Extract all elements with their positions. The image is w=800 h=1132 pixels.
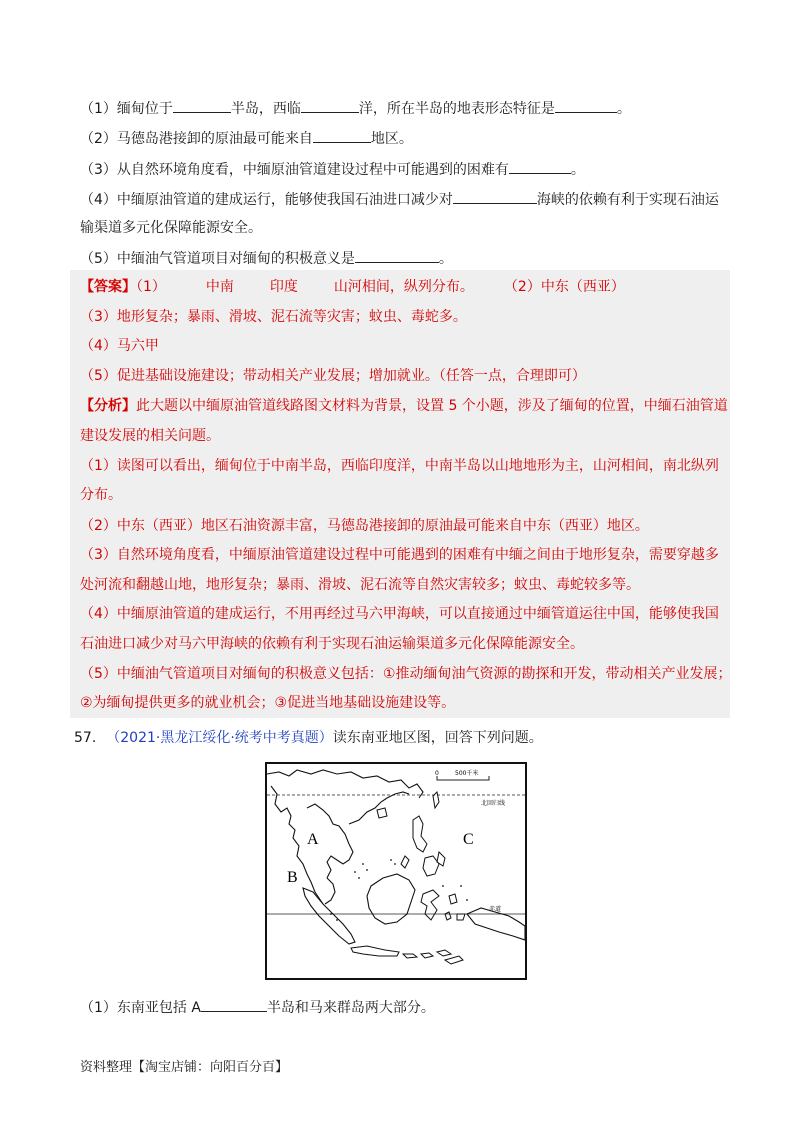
q1-text-b: 半岛，西临 [230, 101, 301, 117]
q1-text-c: 洋，所在半岛的地表形态特征是 [358, 101, 555, 117]
analysis-line-3: （1）读图可以看出，缅甸位于中南半岛，西临印度洋，中南半岛以山地地形为主，山河相间，南北纵列 [80, 458, 719, 474]
answer-value: 中南 [205, 279, 234, 295]
page-footer: 资料整理【淘宝店铺：向阳百分百】 [80, 1060, 289, 1075]
q3-text-b: 。 [570, 162, 585, 178]
answer-blank[interactable] [509, 159, 571, 174]
equator-label: 赤道 [489, 906, 502, 913]
question-57 [74, 728, 724, 748]
answer-blank[interactable] [453, 189, 537, 204]
map-drawing [267, 764, 525, 978]
moluccas-islands [445, 894, 465, 920]
timor-island [445, 956, 463, 964]
question-1 [80, 98, 730, 119]
map-label-c: C [463, 831, 474, 848]
sumatra-island [303, 888, 355, 944]
scale-zero: 0 [435, 770, 439, 777]
answer-value: 印度 [269, 279, 298, 295]
q1-text-d: 。 [616, 101, 631, 117]
q4-text-b: 海峡的依赖有利于实现石油运 [536, 192, 719, 208]
question-source: （2021·黑龙江绥化·统考中考真题） [106, 730, 333, 746]
answer-blank[interactable] [201, 997, 267, 1012]
analysis-line-7: 处河流和翻越山地，地形复杂；暴雨、滑坡、泥石流等自然灾害较多；蚊虫、毒蛇较多等。 [80, 577, 640, 593]
answer-blank[interactable] [301, 98, 359, 113]
analysis-line-4: 分布。 [80, 487, 122, 503]
answer-line-3: （4）马六甲 [80, 338, 159, 354]
philippines-islands [401, 816, 445, 876]
answer-blank[interactable] [173, 98, 231, 113]
answer-line-4: （5）促进基础设施建设；带动相关产业发展；增加就业。（任答一点，合理即可） [80, 368, 586, 384]
answer-num-1: （1） [136, 279, 166, 295]
q4-text-a: （4）中缅原油管道的建成运行，能够使我国石油进口减少对 [80, 192, 453, 208]
answer-value: （2）中东（西亚） [503, 279, 625, 295]
q3-text-a: （3）从自然环境角度看，中缅原油管道建设过程中可能遇到的困难有 [80, 162, 509, 178]
taiwan-island [433, 792, 439, 808]
hainan-island [377, 808, 387, 818]
java-islands [351, 946, 451, 958]
q57-1-text-b: 半岛和马来群岛两大部分。 [266, 1000, 435, 1016]
analysis-line-2: 建设发展的相关问题。 [80, 428, 220, 444]
question-5 [80, 248, 730, 269]
analysis-line-10: （5）中缅油气管道项目对缅甸的积极意义包括：①推动缅甸油气资源的勘探和开发，带动相关产业发展； [80, 666, 732, 682]
answer-line-2: （3）地形复杂；暴雨、滑坡、泥石流等灾害；蚊虫、毒蛇多。 [80, 309, 467, 325]
analysis-line-11: ②为缅甸提供更多的就业机会；③促进当地基础设施建设等。 [80, 695, 456, 711]
map-label-b: B [287, 869, 298, 886]
answer-blank[interactable] [355, 248, 439, 263]
q5-text-b: 。 [438, 251, 453, 267]
question-number: 57. [74, 730, 97, 746]
map-label-a: A [307, 831, 319, 848]
analysis-line-6: （3）自然环境角度看，中缅原油管道建设过程中可能遇到的困难有中缅之间由于地形复杂，需要穿越多 [80, 547, 719, 563]
q57-1-text-a: （1）东南亚包括 A [80, 1000, 201, 1016]
analysis-line-5: （2）中东（西亚）地区石油资源丰富，马德岛港接卸的原油最可能来自中东（西亚）地区。 [80, 518, 649, 534]
question-text: 读东南亚地区图，回答下列问题。 [332, 730, 543, 746]
question-3 [80, 159, 730, 180]
analysis-line-9: 石油进口减少对马六甲海峡的依赖有利于实现石油运输渠道多元化保障能源安全。 [80, 636, 584, 652]
q2-text-b: 地区。 [370, 131, 413, 147]
q4-text-c: 输渠道多元化保障能源安全。 [80, 220, 262, 236]
analysis-label: 【分析】 [80, 398, 136, 414]
question-4-line-2 [80, 218, 730, 238]
answer-value: 山河相间，纵列分布。 [333, 279, 474, 295]
q2-text-a: （2）马德岛港接卸的原油最可能来自 [80, 131, 313, 147]
scale-label: 500千米 [455, 770, 479, 777]
southeast-asia-map [265, 762, 527, 980]
analysis-line-1 [80, 396, 730, 416]
new-guinea-island [467, 908, 525, 940]
analysis-line-8: （4）中缅原油管道的建成运行，不用再经过马六甲海峡，可以直接通过中缅管道运往中国，能够使我国 [80, 606, 719, 622]
question-57-1 [80, 997, 730, 1018]
sulawesi-island [421, 890, 439, 920]
analysis-text: 此大题以中缅原油管道线路图文材料为背景，设置 5 个小题，涉及了缅甸的位置，中缅石油管道 [136, 398, 728, 414]
answer-blank[interactable] [555, 98, 617, 113]
question-2 [80, 128, 730, 149]
answer-blank[interactable] [313, 128, 371, 143]
answer-label: 【答案】 [80, 279, 136, 295]
scale-bar [435, 769, 489, 780]
question-4-line-1 [80, 189, 730, 210]
tropic-label: 北回归线 [481, 800, 506, 807]
q1-text-a: （1）缅甸位于 [80, 101, 173, 117]
answer-line-1 [80, 277, 730, 297]
q5-text-a: （5）中缅油气管道项目对缅甸的积极意义是 [80, 251, 355, 267]
borneo-island [367, 874, 415, 924]
small-islands [330, 859, 468, 921]
